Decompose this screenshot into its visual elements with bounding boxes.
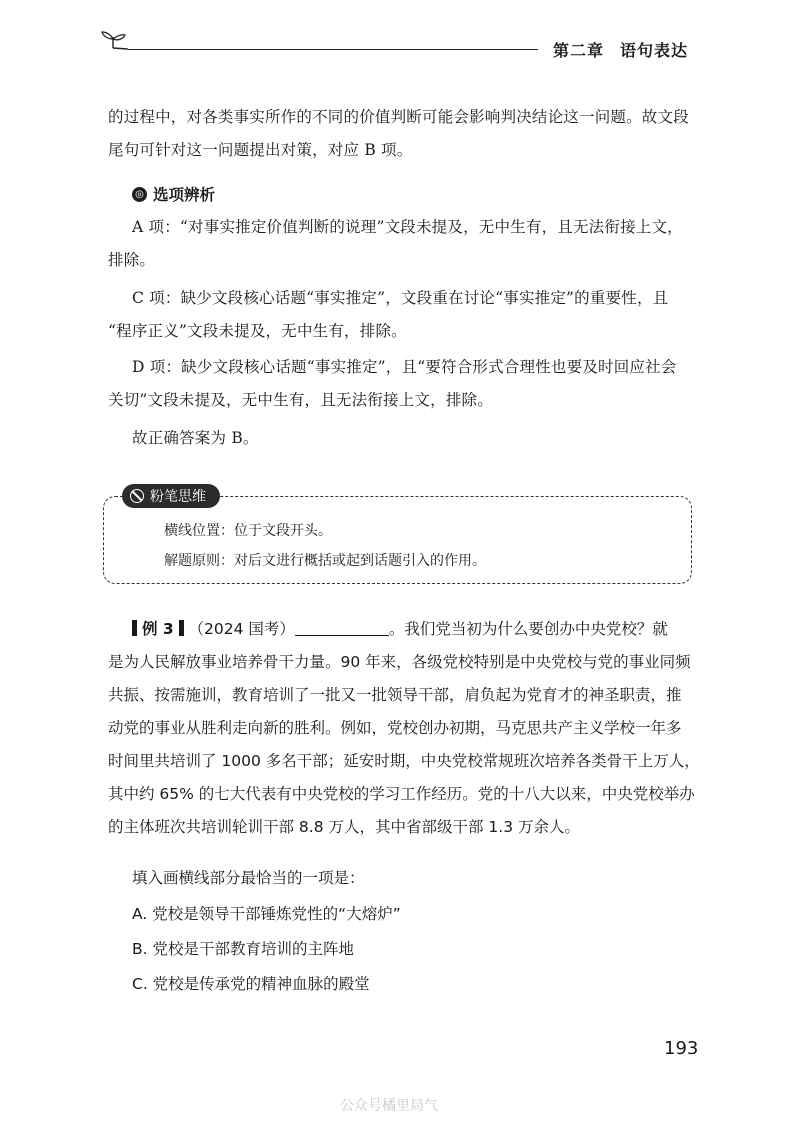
text-line: D 项：缺少文段核心话题“事实推定”，且“要符合形式合理性也要及时回应社会 [132,358,677,376]
example-marker-right [179,620,184,636]
option-c: C. 党校是传承党的精神血脉的殿堂 [132,975,370,993]
text-line: 的过程中，对各类事实所作的不同的价值判断可能会影响判决结论这一问题。故文段 [108,108,689,126]
option-analysis-icon: ◎ [132,187,147,202]
text-line: 共振、按需施训，教育培训了一批又一批领导干部，肩负起为党育才的神圣职责，推 [108,686,682,704]
page-number: 193 [664,1038,699,1059]
question-prompt: 填入画横线部分最恰当的一项是： [132,869,365,887]
fenbi-thinking-tag-label: 粉笔思维 [150,489,206,505]
fenbi-thinking-tag [122,484,220,508]
text-line: 时间里共培训了 1000 多名干部；延安时期，中央党校常规班次培养各类骨干上万人， [108,752,700,770]
ban-icon [130,489,144,503]
text-line: 尾句可针对这一问题提出对策，对应 B 项。 [108,141,413,159]
option-b: B. 党校是干部教育培训的主阵地 [132,940,354,958]
intro-paragraph [108,101,698,167]
option-c-analysis [108,282,698,348]
fenbi-thinking-box [103,496,692,584]
section-heading [132,183,215,205]
sprout-icon [98,30,128,50]
text-line: “程序正义”文段未提及，无中生有，排除。 [108,322,407,340]
chapter-title: 语句表达 [620,41,689,60]
text-line: 的主体班次共培训轮训干部 8.8 万人，其中省部级干部 1.3 万余人。 [108,818,581,836]
watermark: 公众号橘里局气 [340,1098,438,1114]
text-line: C 项：缺少文段核心话题“事实推定”，文段重在讨论“事实推定”的重要性，且 [132,289,669,307]
section-heading-text: 选项辨析 [153,185,216,204]
option-a: A. 党校是领导干部锤炼党性的“大熔炉” [132,905,401,923]
text-line: 动党的事业从胜利走向新的胜利。例如，党校创办初期，马克思共产主义学校一年多 [108,719,682,737]
header-rule [128,49,538,50]
option-a-analysis [108,211,698,277]
chapter-label: 第二章 [553,41,605,60]
answer-conclusion [132,422,722,455]
running-header [553,38,704,61]
example-label: 例 3 [141,620,174,638]
example-first-line [108,613,698,646]
example-first-line-text: 。我们党当初为什么要创办中央党校？就 [388,620,668,638]
text-line: 是为人民解放事业培养骨干力量。90 年来，各级党校特别是中央党校与党的事业同频 [108,653,691,671]
text-line: 其中约 65% 的七大代表有中央党校的学习工作经历。党的十八大以来，中央党校举办 [108,785,695,803]
option-d-analysis [108,351,698,417]
example-source: （2024 国考） [188,620,295,638]
text-line: 故正确答案为 B。 [132,429,259,447]
text-line: 排除。 [108,251,156,269]
fenbi-thinking-line: 横线位置：位于文段开头。 [164,523,332,539]
text-line: A 项：“对事实推定价值判断的说理”文段未提及，无中生有，且无法衔接上文， [132,218,683,236]
text-line: 关切”文段未提及，无中生有，且无法衔接上文，排除。 [108,391,493,409]
example-marker-left [132,620,137,636]
fenbi-thinking-line: 解题原则：对后文进行概括或起到话题引入的作用。 [164,553,486,569]
answer-blank [295,621,389,636]
example-passage [108,613,698,844]
